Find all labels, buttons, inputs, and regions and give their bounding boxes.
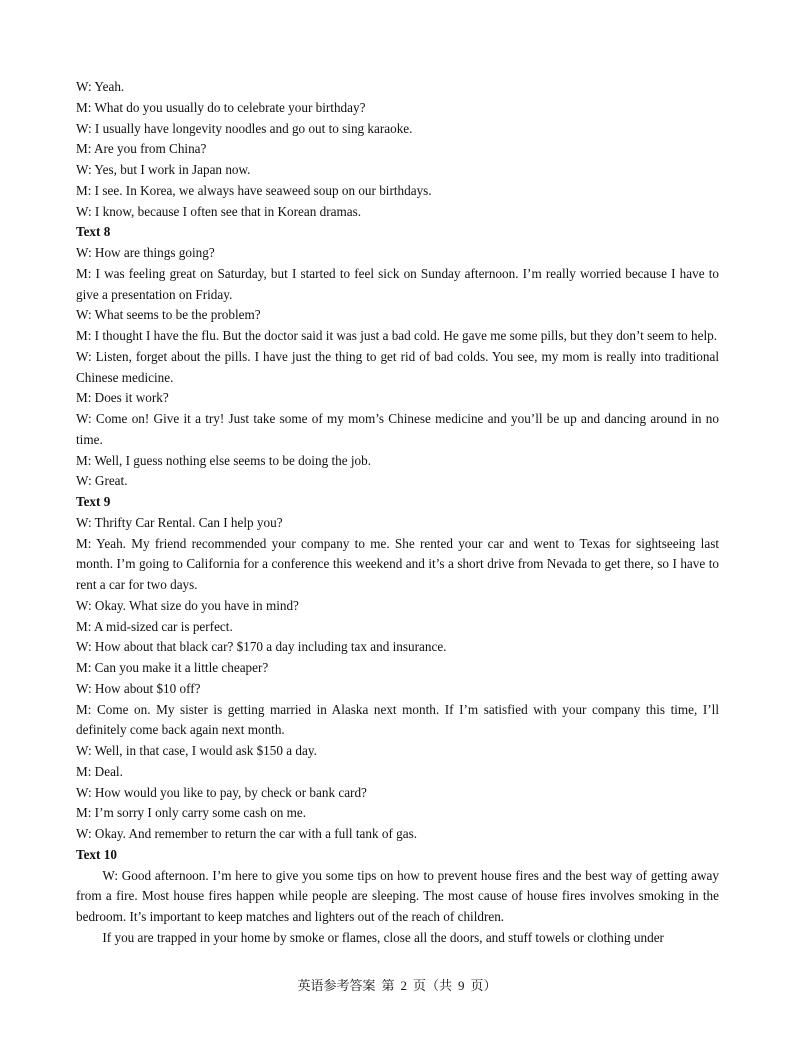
dialogue-line: M: Deal. bbox=[76, 763, 123, 779]
dialogue-line: W: Yeah. bbox=[76, 79, 125, 94]
footer-page-total: 9 bbox=[458, 978, 465, 993]
footer-page-current: 2 bbox=[400, 978, 407, 993]
paragraph: W: Good afternoon. I’m here to give you some tips on how to prevent house fires and the best way of getting away from a fire. Most house fires happen while people are sleeping. The most cause of house fires involves smoking in the bedroom. It’s important to keep matches and lighters out of the reach of children. bbox=[76, 867, 719, 924]
dialogue-line: M: Can you make it a little cheaper? bbox=[76, 660, 269, 675]
dialogue-line: W: How about $10 off? bbox=[76, 680, 201, 696]
dialogue-line: W: How are things going? bbox=[76, 245, 215, 260]
footer-title: 英语参考答案 bbox=[297, 978, 376, 993]
dialogue-line: M: I was feeling great on Saturday, but I started to feel sick on Sunday afternoon. I’m really worried because I have to give a presentation on Friday. bbox=[76, 265, 719, 302]
dialogue-line: W: Come on! Give it a try! Just take some of my mom’s Chinese medicine and you’ll be up and dancing around in no time. bbox=[76, 411, 719, 447]
dialogue-line: M: I see. In Korea, we always have seaweed soup on our birthdays. bbox=[76, 182, 432, 198]
paragraph: If you are trapped in your home by smoke or flames, close all the doors, and stuff towels or clothing under bbox=[102, 929, 664, 945]
document-body bbox=[76, 77, 719, 949]
footer-total-suffix: 页） bbox=[470, 978, 497, 993]
dialogue-line: W: Listen, forget about the pills. I have just the thing to get rid of bad colds. You see, my mom is really into traditional Chinese medicine. bbox=[76, 348, 719, 385]
footer-total-prefix: （共 bbox=[426, 978, 453, 993]
dialogue-line: W: What seems to be the problem? bbox=[76, 307, 261, 323]
dialogue-line: M: What do you usually do to celebrate your birthday? bbox=[76, 99, 366, 115]
dialogue-line: W: Okay. What size do you have in mind? bbox=[76, 597, 299, 613]
dialogue-line: W: Okay. And remember to return the car with a full tank of gas. bbox=[76, 826, 418, 841]
dialogue-line: W: Great. bbox=[76, 473, 128, 489]
dialogue-line: M: Yeah. My friend recommended your company to me. She rented your car and went to Texas for sightseeing last month. I’m going to California for a conference this weekend and it’s a short drive from Nevada to get there, so I have to rent a car for two days. bbox=[76, 535, 719, 592]
dialogue-line: W: How would you like to pay, by check or bank card? bbox=[76, 784, 367, 800]
dialogue-line: W: How about that black car? $170 a day including tax and insurance. bbox=[76, 639, 447, 655]
footer-page-prefix: 第 bbox=[381, 978, 395, 993]
dialogue-line: M: Well, I guess nothing else seems to be doing the job. bbox=[76, 452, 372, 468]
page-footer bbox=[0, 977, 794, 995]
dialogue-line: W: Well, in that case, I would ask $150 a day. bbox=[76, 743, 317, 758]
dialogue-line: M: A mid-sized car is perfect. bbox=[76, 618, 233, 634]
dialogue-line: W: I know, because I often see that in Korean dramas. bbox=[76, 203, 362, 219]
section-heading: Text 8 bbox=[76, 224, 111, 240]
footer-page-unit: 页 bbox=[412, 978, 426, 993]
dialogue-line: M: Are you from China? bbox=[76, 141, 207, 157]
section-heading: Text 9 bbox=[76, 494, 111, 509]
dialogue-line: M: I’m sorry I only carry some cash on me. bbox=[76, 805, 306, 821]
dialogue-line: M: Come on. My sister is getting married in Alaska next month. If I’m satisfied with your company this time, I’ll definitely come back again next month. bbox=[76, 701, 719, 738]
dialogue-line: M: Does it work? bbox=[76, 390, 169, 406]
section-heading: Text 10 bbox=[76, 846, 117, 862]
dialogue-line: W: Thrifty Car Rental. Can I help you? bbox=[76, 514, 283, 530]
dialogue-line: W: I usually have longevity noodles and go out to sing karaoke. bbox=[76, 120, 413, 136]
dialogue-line: M: I thought I have the flu. But the doctor said it was just a bad cold. He gave me some pills, but they don’t seem to help. bbox=[76, 328, 718, 343]
dialogue-line: W: Yes, but I work in Japan now. bbox=[76, 162, 251, 177]
